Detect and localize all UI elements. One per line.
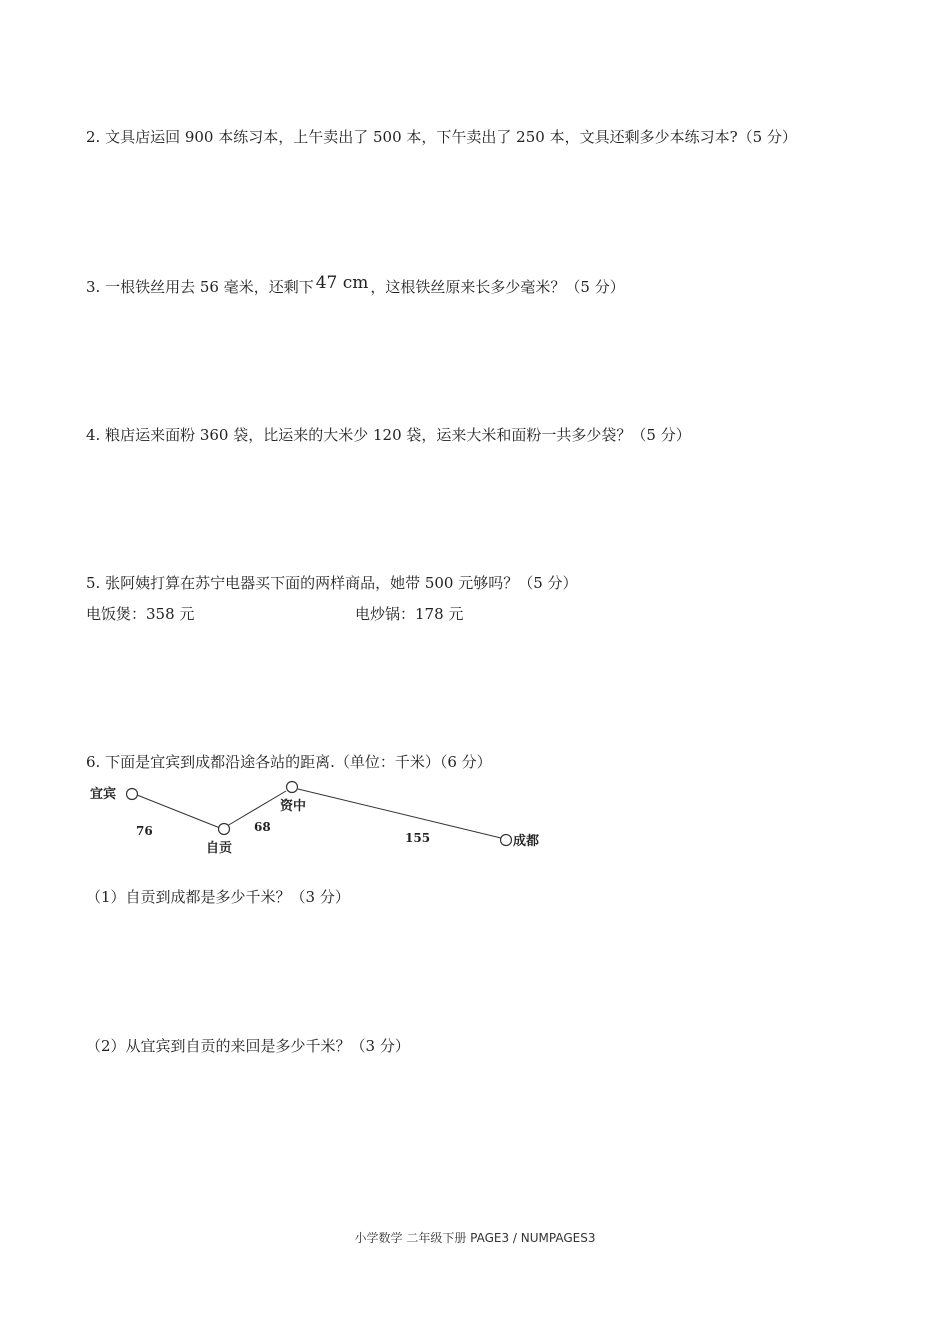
segment-zizhong-chengdu	[298, 789, 501, 838]
station-zigong-label: 自贡	[206, 841, 233, 856]
route-lines	[137, 789, 501, 838]
question-6-sub-2: （2）从宜宾到自贡的来回是多少千米？（3 分）	[86, 1037, 410, 1055]
station-zizhong-node	[287, 782, 298, 793]
question-3-part2: ，这根铁丝原来长多少毫米？（5 分）	[370, 278, 625, 296]
station-zizhong-label: 资中	[280, 799, 307, 814]
question-6: 6. 下面是宜宾到成都沿途各站的距离.（单位：千米）（6 分）	[86, 753, 492, 771]
question-6-sub-1: （1）自贡到成都是多少千米？（3 分）	[86, 888, 350, 906]
station-chengdu-label: 成都	[513, 834, 540, 849]
question-3	[86, 273, 625, 297]
item-rice-cooker-price: 电饭煲：358 元	[86, 605, 195, 623]
question-2: 2. 文具店运回 900 本练习本，上午卖出了 500 本，下午卖出了 250 本，文具还剩多少本练习本?（5 分）	[86, 128, 797, 146]
distance-zizhong-chengdu: 155	[405, 831, 431, 845]
page-footer: 小学数学 二年级下册 PAGE3 / NUMPAGES3	[354, 1231, 596, 1245]
station-yibin-node	[127, 789, 138, 800]
station-chengdu-node	[501, 835, 512, 846]
station-zigong-node	[219, 824, 230, 835]
question-3-length: 47 cm	[315, 273, 369, 293]
station-yibin-label: 宜宾	[90, 787, 117, 802]
question-3-part1: 3. 一根铁丝用去 56 毫米，还剩下	[86, 278, 314, 296]
distance-zigong-zizhong: 68	[254, 820, 271, 834]
question-5: 5. 张阿姨打算在苏宁电器买下面的两样商品，她带 500 元够吗？（5 分）	[86, 574, 578, 592]
item-wok-price: 电炒锅：178 元	[355, 605, 464, 623]
question-4: 4. 粮店运来面粉 360 袋，比运来的大米少 120 袋，运来大米和面粉一共多少袋？（5 分）	[86, 426, 691, 444]
route-diagram	[80, 770, 560, 860]
distance-yibin-zigong: 76	[136, 824, 153, 838]
